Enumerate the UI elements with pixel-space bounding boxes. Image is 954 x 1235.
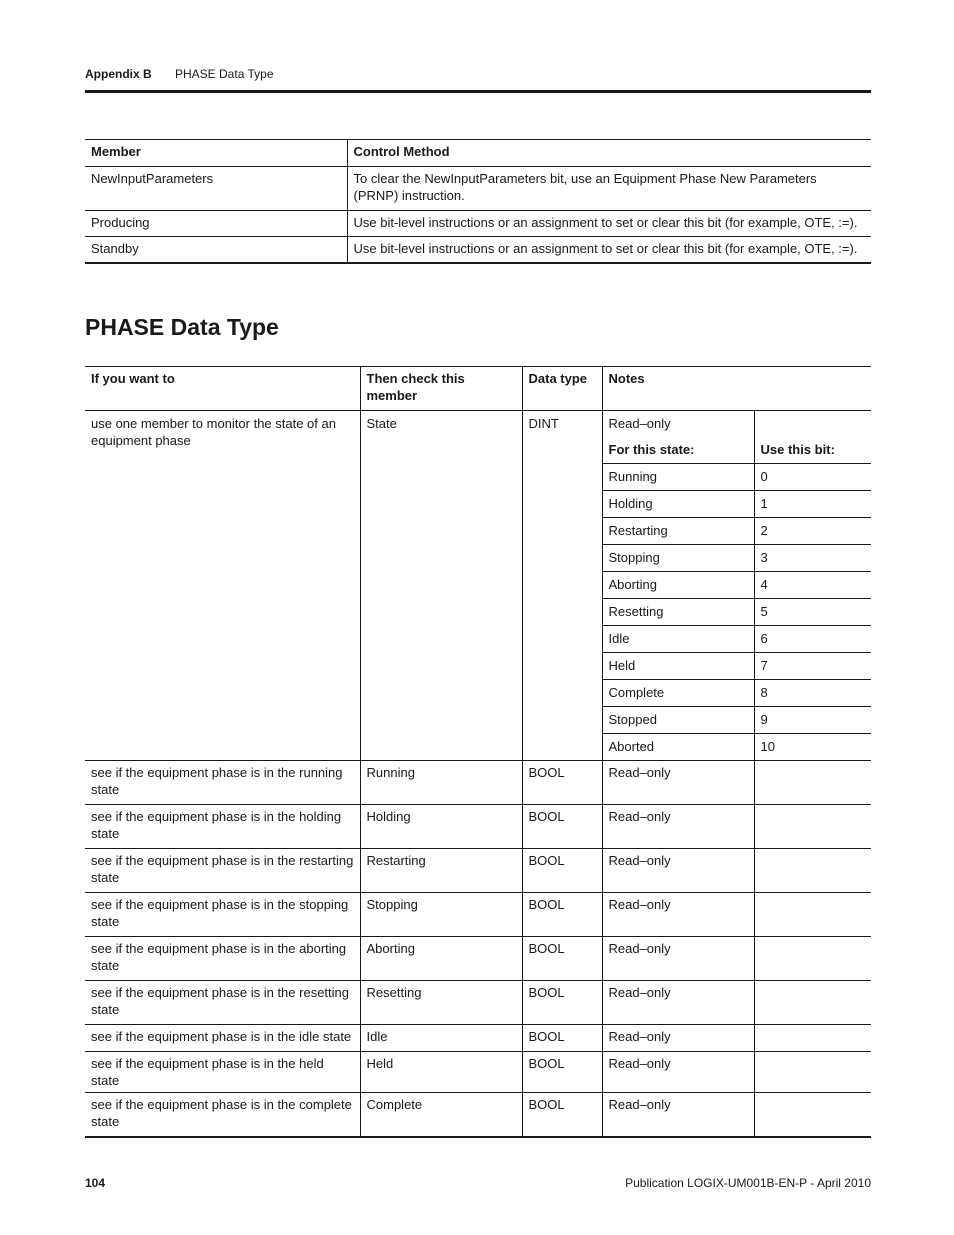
- type-cell: BOOL: [522, 1025, 602, 1052]
- member-cell: State: [360, 411, 522, 761]
- state-name-cell: Resetting: [602, 599, 754, 626]
- want-cell: see if the equipment phase is in the holding state: [85, 805, 360, 849]
- control-method-cell: Use bit-level instructions or an assignment to set or clear this bit (for example, OTE, :=).: [353, 241, 858, 256]
- state-name-cell: Complete: [602, 680, 754, 707]
- member-cell: Standby: [85, 237, 347, 264]
- note-cell: Read–only: [602, 981, 754, 1025]
- note-blank-cell: [754, 805, 871, 849]
- control-method-cell: Use bit-level instructions or an assignment to set or clear this bit (for example, OTE, :=).: [347, 211, 871, 237]
- page-header: [85, 66, 871, 93]
- column-header-type: Data type: [522, 367, 602, 411]
- table-header-row: [85, 367, 871, 411]
- type-cell: BOOL: [522, 1052, 602, 1093]
- member-cell: Running: [360, 761, 522, 805]
- type-cell: BOOL: [522, 981, 602, 1025]
- type-cell: BOOL: [522, 893, 602, 937]
- state-bit-cell: 2: [754, 518, 871, 545]
- column-header-want: If you want to: [85, 367, 360, 411]
- state-row-group: [85, 411, 871, 761]
- table-row: [85, 849, 871, 893]
- state-name-cell: Stopping: [602, 545, 754, 572]
- note-cell: Read–only: [602, 849, 754, 893]
- type-cell: BOOL: [522, 761, 602, 805]
- table-row: [85, 805, 871, 849]
- member-cell: Aborting: [360, 937, 522, 981]
- phase-data-type-table: [85, 366, 871, 1138]
- state-bit-cell: 9: [754, 707, 871, 734]
- member-cell: Resetting: [360, 981, 522, 1025]
- state-name-cell: Running: [602, 464, 754, 491]
- table-row: [85, 937, 871, 981]
- table-row: [85, 1093, 871, 1138]
- member-cell: Producing: [85, 211, 347, 237]
- column-header-member: Member: [85, 140, 347, 167]
- want-cell: see if the equipment phase is in the stopping state: [85, 893, 360, 937]
- note-blank-cell: [754, 849, 871, 893]
- table-row: [85, 981, 871, 1025]
- member-cell: Complete: [360, 1093, 522, 1138]
- want-cell: see if the equipment phase is in the complete state: [85, 1093, 360, 1138]
- member-cell: Stopping: [360, 893, 522, 937]
- table-row: [85, 1052, 871, 1093]
- note-blank-cell: [754, 893, 871, 937]
- type-cell: BOOL: [522, 937, 602, 981]
- control-method-cell: To clear the NewInputParameters bit, use an Equipment Phase New Parameters (PRNP) instruction.: [347, 167, 871, 211]
- state-name-cell: Aborting: [602, 572, 754, 599]
- state-bit-cell: 1: [754, 491, 871, 518]
- state-bit-cell: 5: [754, 599, 871, 626]
- want-cell: see if the equipment phase is in the restarting state: [85, 849, 360, 893]
- state-name-cell: Restarting: [602, 518, 754, 545]
- type-cell: DINT: [522, 411, 602, 761]
- type-cell: BOOL: [522, 849, 602, 893]
- member-cell: Restarting: [360, 849, 522, 893]
- state-name-cell: Aborted: [602, 734, 754, 761]
- type-cell: BOOL: [522, 805, 602, 849]
- note-cell: Read–only: [602, 411, 754, 438]
- section-title: PHASE Data Type: [85, 314, 279, 340]
- column-header-notes: Notes: [602, 367, 871, 411]
- note-blank-cell: [754, 1052, 871, 1093]
- want-cell: see if the equipment phase is in the running state: [85, 761, 360, 805]
- note-cell: Read–only: [602, 1093, 754, 1138]
- table-row: [85, 237, 871, 264]
- member-cell: Held: [360, 1052, 522, 1093]
- note-cell: Read–only: [602, 805, 754, 849]
- member-control-table: [85, 139, 871, 264]
- state-bit-cell: 6: [754, 626, 871, 653]
- section-label: PHASE Data Type: [175, 67, 274, 81]
- note-blank-cell: [754, 761, 871, 805]
- want-cell: see if the equipment phase is in the held state: [85, 1052, 360, 1093]
- state-bit-cell: 8: [754, 680, 871, 707]
- appendix-label: Appendix B: [85, 67, 152, 81]
- table-row: [85, 893, 871, 937]
- publication-info: Publication LOGIX-UM001B-EN-P - April 2010: [625, 1176, 871, 1190]
- state-bit-cell: 7: [754, 653, 871, 680]
- note-cell: Read–only: [602, 937, 754, 981]
- state-name-cell: Idle: [602, 626, 754, 653]
- note-blank-cell: [754, 411, 871, 438]
- page-number: 104: [85, 1176, 106, 1190]
- note-blank-cell: [754, 1025, 871, 1052]
- state-row: [85, 411, 871, 438]
- member-cell: Idle: [360, 1025, 522, 1052]
- note-cell: Read–only: [602, 761, 754, 805]
- state-bit-cell: 4: [754, 572, 871, 599]
- state-bit-cell: 10: [754, 734, 871, 761]
- type-cell: BOOL: [522, 1093, 602, 1138]
- note-cell: Read–only: [602, 1052, 754, 1093]
- column-header-member: Then check this member: [360, 367, 522, 411]
- member-cell: Holding: [360, 805, 522, 849]
- table-row: [85, 761, 871, 805]
- note-blank-cell: [754, 1093, 871, 1138]
- table-row: [85, 1025, 871, 1052]
- state-bit-cell: 0: [754, 464, 871, 491]
- state-name-cell: Held: [602, 653, 754, 680]
- table-header-row: [85, 140, 871, 167]
- note-blank-cell: [754, 981, 871, 1025]
- table-row: [85, 167, 871, 211]
- want-cell: use one member to monitor the state of an equipment phase: [85, 411, 360, 761]
- note-blank-cell: [754, 937, 871, 981]
- note-cell: Read–only: [602, 1025, 754, 1052]
- bit-subheader: Use this bit:: [754, 437, 871, 464]
- want-cell: see if the equipment phase is in the aborting state: [85, 937, 360, 981]
- state-bit-cell: 3: [754, 545, 871, 572]
- note-cell: Read–only: [602, 893, 754, 937]
- member-rows: [85, 761, 871, 1138]
- member-cell: NewInputParameters: [85, 167, 347, 211]
- state-name-cell: Holding: [602, 491, 754, 518]
- column-header-control-method: Control Method: [347, 140, 871, 167]
- state-name-cell: Stopped: [602, 707, 754, 734]
- state-subheader: For this state:: [602, 437, 754, 464]
- table-row: [85, 211, 871, 237]
- want-cell: see if the equipment phase is in the idle state: [85, 1025, 360, 1052]
- want-cell: see if the equipment phase is in the resetting state: [85, 981, 360, 1025]
